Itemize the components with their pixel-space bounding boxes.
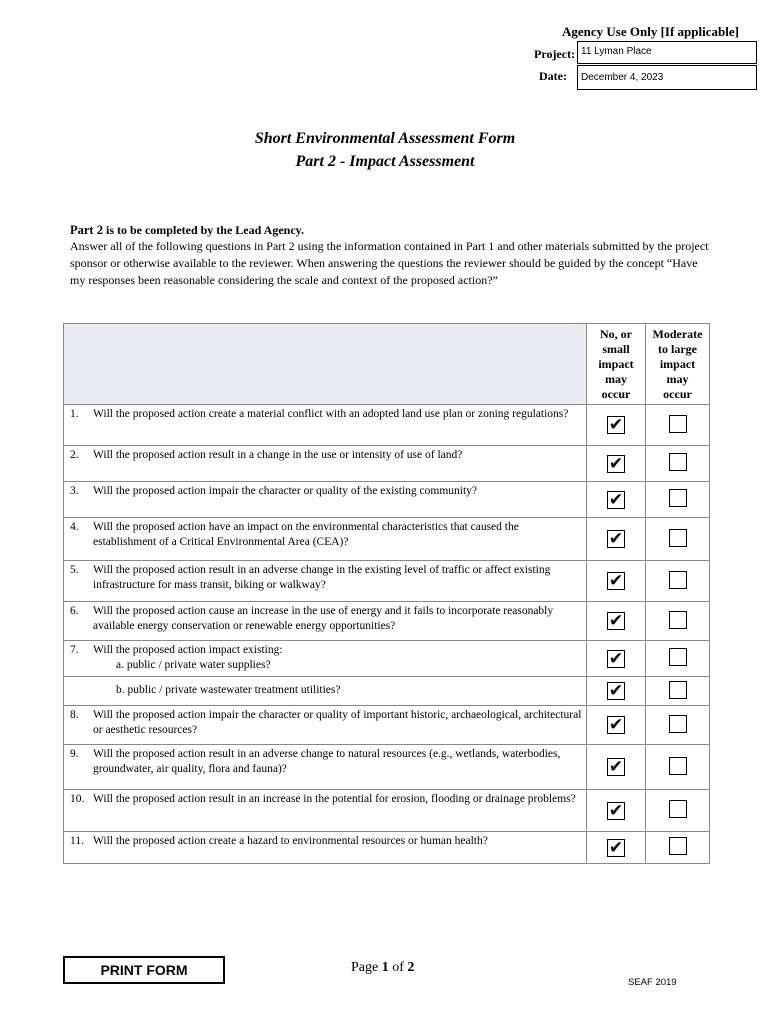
- large-impact-checkbox[interactable]: [669, 489, 687, 507]
- small-impact-cell: [587, 561, 646, 602]
- col-header-small-impact: [587, 324, 646, 405]
- question-text: Will the proposed action create a hazard to environmental resources or human health?: [93, 835, 488, 847]
- question-text: Will the proposed action create a material conflict with an adopted land use plan or zoning regulations?: [93, 408, 569, 420]
- large-impact-checkbox[interactable]: [669, 800, 687, 818]
- large-impact-checkbox[interactable]: [669, 648, 687, 666]
- small-impact-checkbox[interactable]: ✔: [608, 489, 624, 510]
- small-impact-cell: [587, 518, 646, 561]
- small-impact-cell: [587, 602, 646, 641]
- question-row: [64, 405, 710, 446]
- small-impact-checkbox[interactable]: ✔: [608, 800, 624, 821]
- form-title: Short Environmental Assessment Form: [254, 130, 516, 147]
- question-number: 6.: [70, 605, 79, 617]
- question-number: 11.: [70, 835, 84, 847]
- question-row: [64, 482, 710, 518]
- large-impact-checkbox[interactable]: [669, 415, 687, 433]
- small-impact-checkbox[interactable]: ✔: [608, 757, 624, 777]
- question-cell: [64, 518, 587, 561]
- large-impact-cell: [646, 405, 710, 446]
- large-impact-checkbox[interactable]: [669, 529, 687, 547]
- small-impact-cell: [587, 405, 646, 446]
- intro-heading: [70, 222, 710, 239]
- large-impact-cell: [646, 482, 710, 518]
- large-impact-checkbox[interactable]: [669, 571, 687, 589]
- large-impact-cell: [646, 706, 710, 745]
- impact-table: [63, 323, 710, 864]
- small-impact-checkbox[interactable]: ✔: [608, 571, 624, 591]
- large-impact-cell: [646, 641, 710, 677]
- large-impact-checkbox[interactable]: [669, 837, 687, 855]
- intro-heading-text: is to be completed by the Lead Agency.: [102, 223, 304, 237]
- question-number: 8.: [70, 709, 79, 721]
- question-number: 7.: [70, 644, 79, 656]
- question-cell: [64, 561, 587, 602]
- page-of: of: [388, 960, 408, 975]
- question-cell: [64, 706, 587, 745]
- question-row: [64, 832, 710, 864]
- question-number: 10.: [70, 793, 85, 805]
- small-impact-cell: [587, 706, 646, 745]
- question-cell: [64, 602, 587, 641]
- small-impact-checkbox[interactable]: ✔: [608, 415, 624, 435]
- col2-line: Moderate: [652, 327, 703, 341]
- question-text: Will the proposed action impact existing:: [93, 644, 283, 656]
- page-current: 1: [381, 960, 389, 975]
- question-text: Will the proposed action result in an adverse change to natural resources (e.g., wetlands, waterbodies, groundwater, air quality, flora and fauna)?: [93, 748, 561, 775]
- question-cell: [64, 405, 587, 446]
- question-text: Will the proposed action have an impact on the environmental characteristics that caused the establishment of a Critical Environmental Area (CEA)?: [93, 521, 519, 548]
- page-word: Page: [351, 960, 382, 975]
- question-subitem: a. public / private water supplies?: [116, 659, 271, 671]
- agency-use-heading: Agency Use Only [If applicable]: [562, 24, 739, 39]
- question-row: [64, 677, 710, 706]
- col-header-large-impact: [646, 324, 710, 405]
- small-impact-checkbox[interactable]: ✔: [608, 453, 624, 474]
- large-impact-checkbox[interactable]: [669, 715, 687, 733]
- project-label: Project:: [534, 47, 576, 61]
- large-impact-checkbox[interactable]: [669, 681, 687, 699]
- small-impact-checkbox[interactable]: ✔: [608, 681, 624, 701]
- small-impact-cell: [587, 641, 646, 677]
- header-blank-cell: [64, 324, 587, 405]
- question-rows: [64, 405, 710, 864]
- small-impact-checkbox[interactable]: ✔: [608, 611, 624, 631]
- large-impact-checkbox[interactable]: [669, 453, 687, 471]
- question-row: [64, 641, 710, 677]
- question-text: Will the proposed action cause an increase in the use of energy and it fails to incorporate reasonably available energy conservation or renewable energy opportunities?: [93, 605, 554, 632]
- question-text: Will the proposed action impair the character or quality of important historic, archaeological, architectural or aesthetic resources?: [93, 709, 582, 736]
- question-text: Will the proposed action result in an adverse change in the existing level of traffic or affect existing infrastructure for mass transit, biking or walkway?: [93, 564, 551, 591]
- form-id: SEAF 2019: [628, 977, 677, 988]
- small-impact-checkbox[interactable]: ✔: [608, 837, 624, 858]
- col1-line: impact: [598, 357, 634, 371]
- project-field[interactable]: 11 Lyman Place: [577, 41, 757, 64]
- question-cell: [64, 446, 587, 482]
- large-impact-cell: [646, 832, 710, 864]
- col1-line: No, or: [600, 327, 632, 341]
- question-cell: [64, 745, 587, 790]
- question-row: [64, 790, 710, 832]
- question-row: [64, 745, 710, 790]
- question-cell: [64, 482, 587, 518]
- large-impact-cell: [646, 561, 710, 602]
- form-subtitle: Part 2 - Impact Assessment: [295, 153, 475, 170]
- question-number: 2.: [70, 449, 79, 461]
- large-impact-cell: [646, 745, 710, 790]
- question-number: 3.: [70, 485, 79, 497]
- part-label: Part 2: [70, 223, 103, 237]
- question-row: [64, 518, 710, 561]
- large-impact-cell: [646, 518, 710, 561]
- large-impact-checkbox[interactable]: [669, 757, 687, 775]
- col1-line: occur: [601, 387, 631, 401]
- question-cell: [64, 790, 587, 832]
- small-impact-checkbox[interactable]: ✔: [608, 715, 624, 735]
- page-total: 2: [407, 960, 415, 975]
- small-impact-cell: [587, 832, 646, 864]
- date-field[interactable]: December 4, 2023: [577, 65, 757, 90]
- question-row: [64, 446, 710, 482]
- print-form-button[interactable]: PRINT FORM: [63, 956, 225, 984]
- page-number: [351, 960, 414, 976]
- large-impact-checkbox[interactable]: [669, 611, 687, 629]
- col2-line: may: [666, 372, 689, 386]
- small-impact-cell: [587, 790, 646, 832]
- question-number: 4.: [70, 521, 79, 533]
- col2-line: occur: [663, 387, 692, 401]
- question-cell: [64, 677, 587, 706]
- small-impact-cell: [587, 677, 646, 706]
- col1-line: may: [605, 372, 627, 386]
- question-number: 5.: [70, 564, 79, 576]
- question-text: Will the proposed action result in an increase in the potential for erosion, flooding or drainage problems?: [93, 793, 576, 805]
- small-impact-checkbox[interactable]: ✔: [608, 648, 624, 669]
- question-row: [64, 602, 710, 641]
- large-impact-cell: [646, 602, 710, 641]
- col1-line: small: [602, 342, 630, 356]
- question-text: Will the proposed action result in a change in the use or intensity of use of land?: [93, 449, 463, 461]
- large-impact-cell: [646, 446, 710, 482]
- col2-line: impact: [659, 357, 696, 371]
- large-impact-cell: [646, 677, 710, 706]
- question-cell: [64, 641, 587, 677]
- col2-line: to large: [658, 342, 697, 356]
- intro-body: Answer all of the following questions in Part 2 using the information contained in Part 1 and other materials submitted by the project sponsor or otherwise available to the reviewer. When answering the questions the reviewer should be guided by the concept “Have my responses been reasonable considering the scale and context of the proposed action?”: [70, 239, 709, 287]
- question-number: 1.: [70, 408, 79, 420]
- question-subitem: b. public / private wastewater treatment utilities?: [116, 684, 341, 696]
- question-row: [64, 706, 710, 745]
- small-impact-cell: [587, 446, 646, 482]
- question-text: Will the proposed action impair the character or quality of the existing community?: [93, 485, 478, 497]
- large-impact-cell: [646, 790, 710, 832]
- small-impact-cell: [587, 745, 646, 790]
- date-label: Date:: [539, 69, 567, 83]
- table-header-row: [64, 324, 710, 405]
- question-row: [64, 561, 710, 602]
- small-impact-checkbox[interactable]: ✔: [608, 529, 624, 549]
- question-cell: [64, 832, 587, 864]
- question-number: 9.: [70, 748, 79, 760]
- small-impact-cell: [587, 482, 646, 518]
